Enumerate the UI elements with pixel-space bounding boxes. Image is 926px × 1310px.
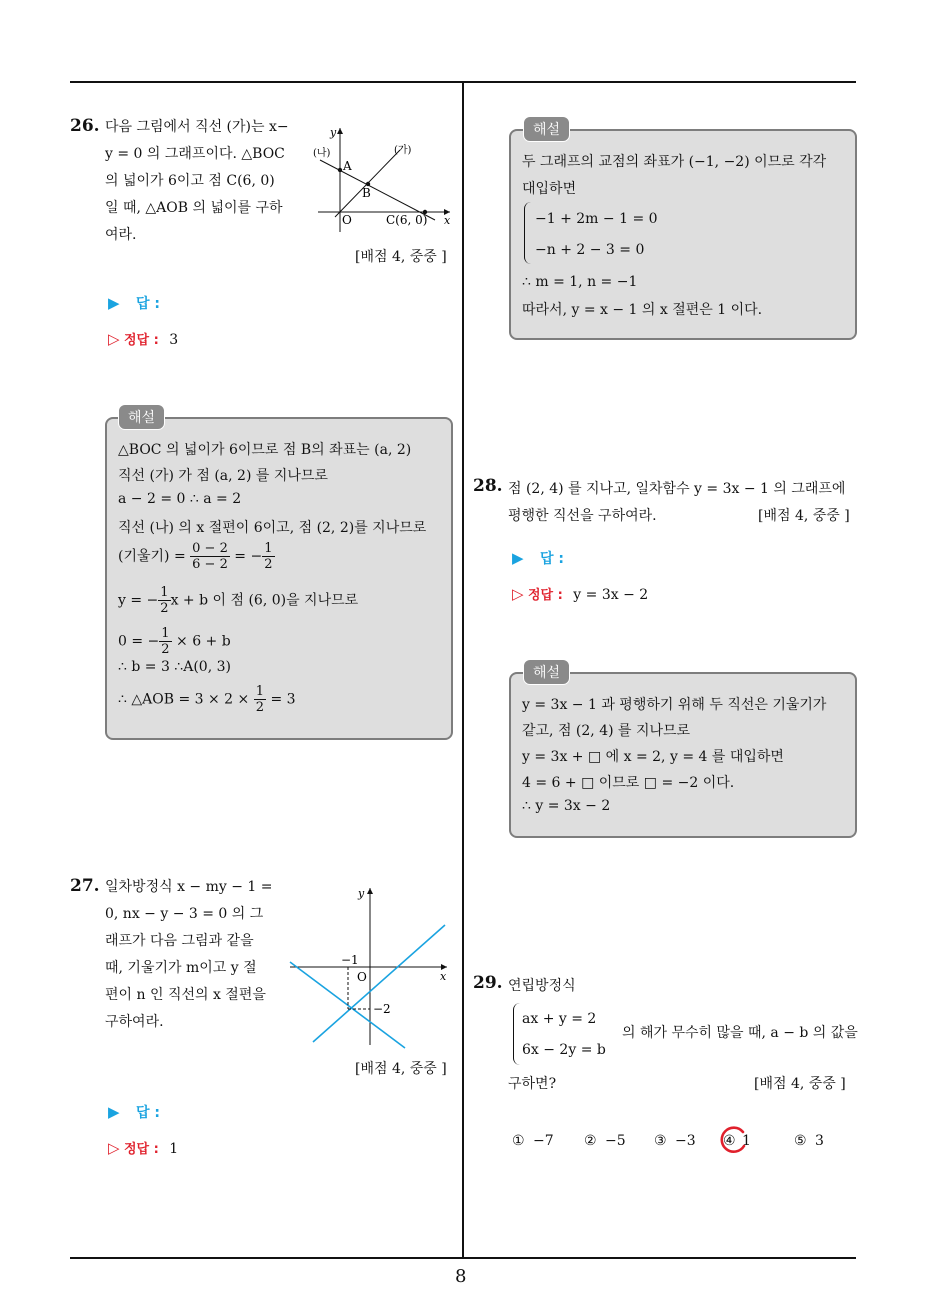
selected-answer-circle-icon: [717, 1124, 749, 1156]
system-brace: [524, 202, 531, 264]
page-number: 8: [455, 1266, 467, 1287]
q26-answer-row: [108, 293, 160, 313]
correct-arrow-icon: ▷: [108, 330, 120, 348]
q27-sol-line: 대입하면: [522, 181, 577, 197]
graph-origin: O: [357, 970, 367, 984]
q28-answer-row: [512, 548, 564, 568]
q29-eq2: 6x − 2y = b: [522, 1042, 606, 1058]
q28-sol-line: 4 = 6 + □ 이므로 □ = −2 이다.: [522, 775, 735, 791]
q26-line: 다음 그림에서 직선 (가)는 x−: [105, 119, 289, 135]
text: = −: [229, 548, 263, 565]
denominator: 6 − 2: [192, 557, 228, 572]
text: ∴ △AOB = 3 × 2 ×: [118, 691, 254, 708]
graph-point-b: B: [362, 186, 371, 200]
q28-solution-tag: 해설: [523, 659, 570, 685]
q26-line: 일 때, △AOB 의 넓이를 구하: [105, 200, 283, 216]
correct-value: 3: [169, 332, 179, 348]
choice-value: −3: [675, 1133, 696, 1149]
graph-x-label: x: [444, 214, 451, 227]
correct-label: 정답 :: [124, 333, 159, 348]
graph-point-c: C(6, 0): [386, 213, 428, 227]
text: x + b 이 점 (6, 0)을 지나므로: [170, 592, 359, 609]
choice-value: 3: [815, 1133, 824, 1149]
q29-eq1: ax + y = 2: [522, 1011, 597, 1027]
q26-line: 의 넓이가 6이고 점 C(6, 0): [105, 173, 275, 189]
graph-origin: O: [342, 213, 352, 227]
question-26-text: [105, 114, 289, 249]
numerator: 1: [264, 541, 273, 556]
question-28-line1: 점 (2, 4) 를 지나고, 일차함수 y = 3x − 1 의 그래프에: [508, 481, 846, 497]
bottom-rule: [70, 1257, 856, 1259]
system-brace: [513, 1003, 520, 1065]
correct-arrow-icon: ▷: [108, 1139, 120, 1157]
graph-x-label: x: [440, 970, 447, 983]
question-26-graph: [310, 120, 460, 235]
q26-sol-line: a − 2 = 0 ∴ a = 2: [118, 491, 242, 507]
graph-y-label: y: [358, 887, 365, 900]
q28-sol-line: y = 3x + □ 에 x = 2, y = 4 를 대입하면: [522, 749, 784, 765]
answer-label: 답 :: [136, 1105, 160, 1121]
correct-label: 정답 :: [528, 588, 563, 603]
denominator: 2: [255, 700, 264, 715]
question-28-number: 28.: [473, 476, 503, 496]
q26-sol-line: △BOC 의 넓이가 6이므로 점 B의 좌표는 (a, 2): [118, 442, 412, 458]
q26-line: y = 0 의 그래프이다. △BOC: [105, 146, 285, 162]
correct-value: 1: [169, 1141, 179, 1157]
q26-sol-line: 직선 (가) 가 점 (a, 2) 를 지나므로: [118, 468, 328, 484]
choice-value: −7: [533, 1133, 554, 1149]
text: 0 = −: [118, 633, 160, 650]
choice-5[interactable]: [794, 1133, 824, 1149]
question-27-number: 27.: [70, 876, 100, 896]
correct-label: 정답 :: [124, 1142, 159, 1157]
choice-mark: ④: [723, 1133, 736, 1149]
text: = 3: [266, 691, 296, 708]
q27-answer-row: [108, 1102, 160, 1122]
q28-correct-row: [512, 584, 648, 603]
question-29-line3: 구하면?: [508, 1076, 557, 1092]
q27-solution-tag: 해설: [523, 116, 570, 142]
choice-2[interactable]: [584, 1133, 626, 1149]
correct-value: y = 3x − 2: [573, 587, 649, 603]
q27-sol-line: ∴ m = 1, n = −1: [522, 274, 638, 290]
fraction: [190, 541, 230, 572]
question-26-meta: [배점 4, 중중 ]: [355, 249, 447, 265]
question-29-line1: 연립방정식: [508, 978, 576, 994]
question-27-text: [105, 874, 273, 1036]
q26-solution-tag: 해설: [118, 404, 165, 430]
denominator: 2: [161, 642, 170, 657]
graph-point-a: A: [343, 159, 352, 173]
q28-sol-line: 같고, 점 (2, 4) 를 지나므로: [522, 723, 691, 739]
question-29-meta: [배점 4, 중중 ]: [754, 1076, 846, 1092]
question-27-graph: [285, 880, 455, 1050]
q26-line: 여라.: [105, 227, 137, 243]
q27-correct-row: [108, 1138, 178, 1157]
answer-arrow-icon: ▶: [108, 294, 120, 312]
line-na: [320, 160, 435, 220]
numerator: 1: [255, 684, 264, 699]
choice-value: −5: [605, 1133, 626, 1149]
q28-sol-line: y = 3x − 1 과 평행하기 위해 두 직선은 기울기가: [522, 697, 827, 713]
q27-sol-line: 따라서, y = x − 1 의 x 절편은 1 이다.: [522, 302, 763, 318]
q26-sol-line: 직선 (나) 의 x 절편이 6이고, 점 (2, 2)를 지나므로: [118, 520, 427, 536]
q27-sol-line: 두 그래프의 교점의 좌표가 (−1, −2) 이므로 각각: [522, 154, 827, 170]
fraction: [254, 684, 266, 715]
question-29-line2: 의 해가 무수히 많을 때, a − b 의 값을: [622, 1025, 858, 1041]
q26-correct-row: [108, 329, 178, 348]
q27-line: 일차방정식 x − my − 1 =: [105, 879, 273, 895]
question-28-line2: 평행한 직선을 구하여라.: [508, 508, 657, 524]
text: (기울기) =: [118, 548, 191, 565]
q27-line: 편이 n 인 직선의 x 절편을: [105, 987, 266, 1003]
graph-minus-one: −1: [341, 953, 359, 967]
choice-mark: ②: [584, 1133, 597, 1149]
q27-sol-eq1: −1 + 2m − 1 = 0: [535, 211, 658, 227]
answer-arrow-icon: ▶: [108, 1103, 120, 1121]
q27-line: 래프가 다음 그림과 같을: [105, 933, 254, 949]
answer-label: 답 :: [136, 296, 160, 312]
choice-mark: ①: [512, 1133, 525, 1149]
choice-mark: ⑤: [794, 1133, 807, 1149]
choice-mark: ③: [654, 1133, 667, 1149]
answer-label: 답 :: [540, 551, 564, 567]
q27-line: 때, 기울기가 m이고 y 절: [105, 960, 257, 976]
q27-line: 0, nx − y − 3 = 0 의 그: [105, 906, 264, 922]
numerator: 0 − 2: [192, 541, 228, 556]
denominator: 2: [160, 601, 169, 616]
fraction: [159, 626, 171, 657]
choice-1[interactable]: [512, 1133, 554, 1149]
q26-sol-line: [118, 626, 231, 657]
graph-line-na-label: (나): [313, 148, 331, 159]
correct-arrow-icon: ▷: [512, 585, 524, 603]
fraction: [262, 541, 274, 572]
question-29-number: 29.: [473, 973, 503, 993]
q28-sol-line: ∴ y = 3x − 2: [522, 798, 611, 814]
q27-sol-eq2: −n + 2 − 3 = 0: [535, 242, 645, 258]
column-divider: [462, 81, 464, 1259]
question-28-meta: [배점 4, 중중 ]: [758, 508, 850, 524]
question-27-meta: [배점 4, 중중 ]: [355, 1061, 447, 1077]
question-26-number: 26.: [70, 116, 100, 136]
q27-line: 구하여라.: [105, 1014, 164, 1030]
numerator: 1: [161, 626, 170, 641]
choice-value: 1: [742, 1133, 751, 1149]
q26-sol-line: ∴ b = 3 ∴A(0, 3): [118, 659, 231, 675]
denominator: 2: [264, 557, 273, 572]
numerator: 1: [160, 585, 169, 600]
graph-line-ga-label: (가): [394, 145, 412, 156]
text: × 6 + b: [171, 633, 231, 650]
q26-sol-line: [118, 585, 358, 616]
fraction: [158, 585, 170, 616]
choice-3[interactable]: [654, 1133, 696, 1149]
graph-y-label: y: [330, 126, 337, 139]
text: y = −: [118, 592, 159, 609]
q26-sol-slope: [118, 541, 275, 572]
q26-sol-line: [118, 684, 296, 715]
blue-line-2: [313, 925, 445, 1042]
graph-minus-two: −2: [373, 1002, 391, 1016]
answer-arrow-icon: ▶: [512, 549, 524, 567]
